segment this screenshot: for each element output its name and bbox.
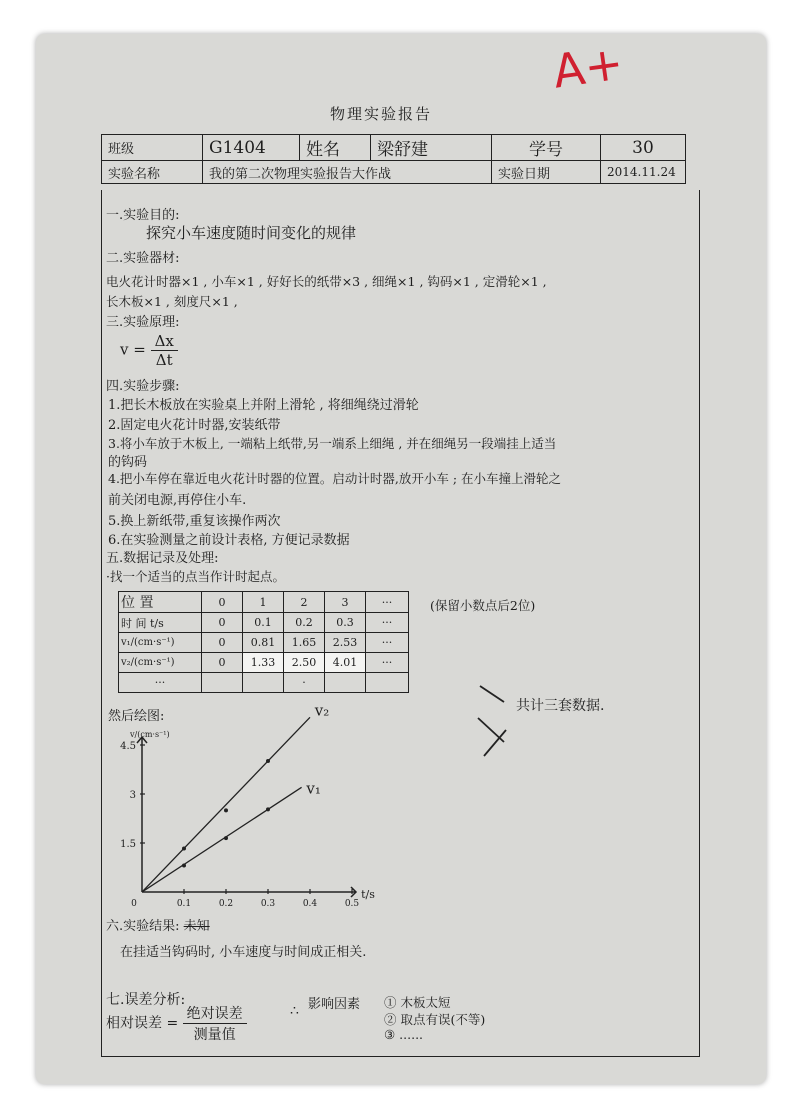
data-note: ·找一个适当的点当作计时起点。 (106, 569, 285, 584)
series-line (142, 717, 310, 892)
table-cell: ··· (366, 592, 409, 613)
factor-3: ③ ...... (384, 1027, 424, 1042)
therefore-symbol: ∴ (290, 1003, 299, 1019)
data-point (182, 864, 186, 868)
data-point (182, 847, 186, 851)
exp-name-value: 我的第二次物理实验报告大作战 (203, 161, 492, 184)
result-text: 在挂适当钩码时, 小车速度与时间成正相关. (120, 945, 367, 960)
table-cell (243, 673, 284, 693)
factors-label: 影响因素 (308, 997, 361, 1012)
data-heading: 五.数据记录及处理: (106, 551, 219, 566)
step-4b: 前关闭电源,再停住小车. (108, 493, 247, 508)
table-row (119, 653, 409, 673)
name-value: 梁舒建 (371, 135, 492, 161)
table-cell: 1 (243, 592, 284, 613)
table-cell (325, 673, 366, 693)
exp-name-label: 实验名称 (102, 161, 203, 184)
class-label: 班级 (102, 135, 203, 161)
table-cell: ··· (119, 673, 202, 693)
header-row-2 (102, 161, 686, 184)
equipment-line-1: 电火花计时器×1 , 小车×1 , 好好长的纸带×3 , 细绳×1 , 钩码×1 , 定滑轮×1 , (106, 274, 547, 289)
error-formula (106, 1003, 247, 1044)
data-point (224, 836, 228, 840)
data-point (224, 808, 228, 812)
x-tick-label: 0.5 (344, 899, 360, 909)
table-cell: 0.3 (325, 613, 366, 633)
table-cell: 3 (325, 592, 366, 613)
date-value: 2014.11.24 (601, 161, 686, 184)
table-cell: 时 间 t/s (119, 613, 202, 633)
graph-label: 然后绘图: (108, 709, 165, 724)
table-cell: 2.53 (325, 633, 366, 653)
table-cell (202, 673, 243, 693)
result-struck-text: 未知 (183, 919, 210, 934)
data-table (118, 591, 409, 693)
table-cell: ··· (366, 633, 409, 653)
y-tick-label: 4.5 (120, 741, 136, 752)
table-cell: 2 (284, 592, 325, 613)
x-tick-label: 0.2 (218, 899, 234, 909)
factor-1: ① 木板太短 (384, 995, 451, 1010)
data-point (266, 807, 270, 811)
x-tick-label: 0.1 (176, 899, 192, 909)
step-3b: 的钩码 (108, 455, 148, 470)
name-label: 姓名 (300, 135, 371, 161)
series-label: v₁ (306, 779, 321, 798)
page-title: 物理实验报告 (330, 105, 433, 123)
precision-note: (保留小数点后2位) (430, 598, 536, 613)
step-3a: 3.将小车放于木板上, 一端粘上纸带,另一端系上细绳 , 并在细绳另一段端挂上适当 (108, 436, 557, 451)
step-6: 6.在实验测量之前设计表格, 方便记录数据 (108, 533, 350, 548)
table-cell: 0 (202, 613, 243, 633)
y-tick-label: 3 (129, 790, 136, 801)
result-heading-text: 六.实验结果: (106, 919, 180, 934)
error-heading: 七.误差分析: (106, 992, 186, 1008)
grade-mark: A+ (549, 35, 627, 99)
table-row (119, 613, 409, 633)
sets-note: 共计三套数据. (516, 698, 605, 714)
steps-heading: 四.实验步骤: (106, 379, 180, 394)
table-row (119, 633, 409, 653)
step-1: 1.把长木板放在实验桌上并附上滑轮 , 将细绳绕过滑轮 (108, 398, 419, 413)
header-row-1 (102, 135, 686, 161)
tally-marks (470, 678, 530, 768)
table-cell: 0 (202, 592, 243, 613)
table-cell: 0.2 (284, 613, 325, 633)
table-cell: v₂/(cm·s⁻¹) (119, 653, 202, 673)
table-cell: 1.33 (243, 653, 284, 673)
factor-2: ② 取点有误(不等) (384, 1012, 486, 1027)
x-axis-label: t/s (361, 888, 375, 901)
purpose-text: 探究小车速度随时间变化的规律 (146, 224, 357, 242)
id-value: 30 (601, 135, 686, 161)
equipment-heading: 二.实验器材: (106, 251, 180, 266)
error-fraction (183, 1003, 247, 1044)
table-cell (366, 673, 409, 693)
table-row (119, 592, 409, 613)
table-cell: v₁/(cm·s⁻¹) (119, 633, 202, 653)
error-denominator: 测量值 (193, 1027, 236, 1043)
error-lhs: 相对误差 = (106, 1015, 179, 1032)
date-label: 实验日期 (492, 161, 601, 184)
x-tick-label: 0.3 (260, 899, 276, 909)
y-tick-label: 1.5 (120, 839, 136, 850)
series-label: v₂ (314, 701, 330, 720)
equipment-line-2: 长木板×1 , 刻度尺×1 , (106, 294, 238, 309)
table-row (119, 673, 409, 693)
step-2: 2.固定电火花计时器,安装纸带 (108, 418, 281, 433)
table-cell: 1.65 (284, 633, 325, 653)
principle-numerator: Δx (151, 332, 178, 351)
principle-fraction (151, 332, 178, 369)
principle-denominator: Δt (155, 351, 173, 369)
table-cell: ··· (366, 653, 409, 673)
step-5: 5.换上新纸带,重复该操作两次 (108, 514, 281, 529)
table-cell: 0 (202, 653, 243, 673)
result-heading (106, 915, 210, 934)
principle-heading: 三.实验原理: (106, 315, 180, 330)
series-line (142, 787, 302, 892)
table-cell: ··· (366, 613, 409, 633)
step-4a: 4.把小车停在靠近电火花计时器的位置。启动计时器,放开小车 ; 在小车撞上滑轮之 (108, 471, 562, 486)
class-value: G1404 (203, 135, 300, 161)
table-cell: 0.81 (243, 633, 284, 653)
x-tick-label: 0 (131, 899, 137, 909)
purpose-heading: 一.实验目的: (106, 208, 180, 223)
table-cell: 0.1 (243, 613, 284, 633)
id-label: 学号 (492, 135, 601, 161)
header-table (101, 134, 686, 184)
table-cell: 4.01 (325, 653, 366, 673)
table-cell: 位 置 (119, 592, 202, 613)
table-cell: · (284, 673, 325, 693)
y-axis-label: v/(cm·s⁻¹) (130, 730, 170, 739)
principle-formula (120, 332, 178, 369)
table-cell: 2.50 (284, 653, 325, 673)
principle-lhs: v = (120, 340, 146, 359)
error-numerator: 绝对误差 (183, 1003, 247, 1024)
data-point (266, 759, 270, 763)
x-tick-label: 0.4 (302, 899, 318, 909)
table-cell: 0 (202, 633, 243, 653)
